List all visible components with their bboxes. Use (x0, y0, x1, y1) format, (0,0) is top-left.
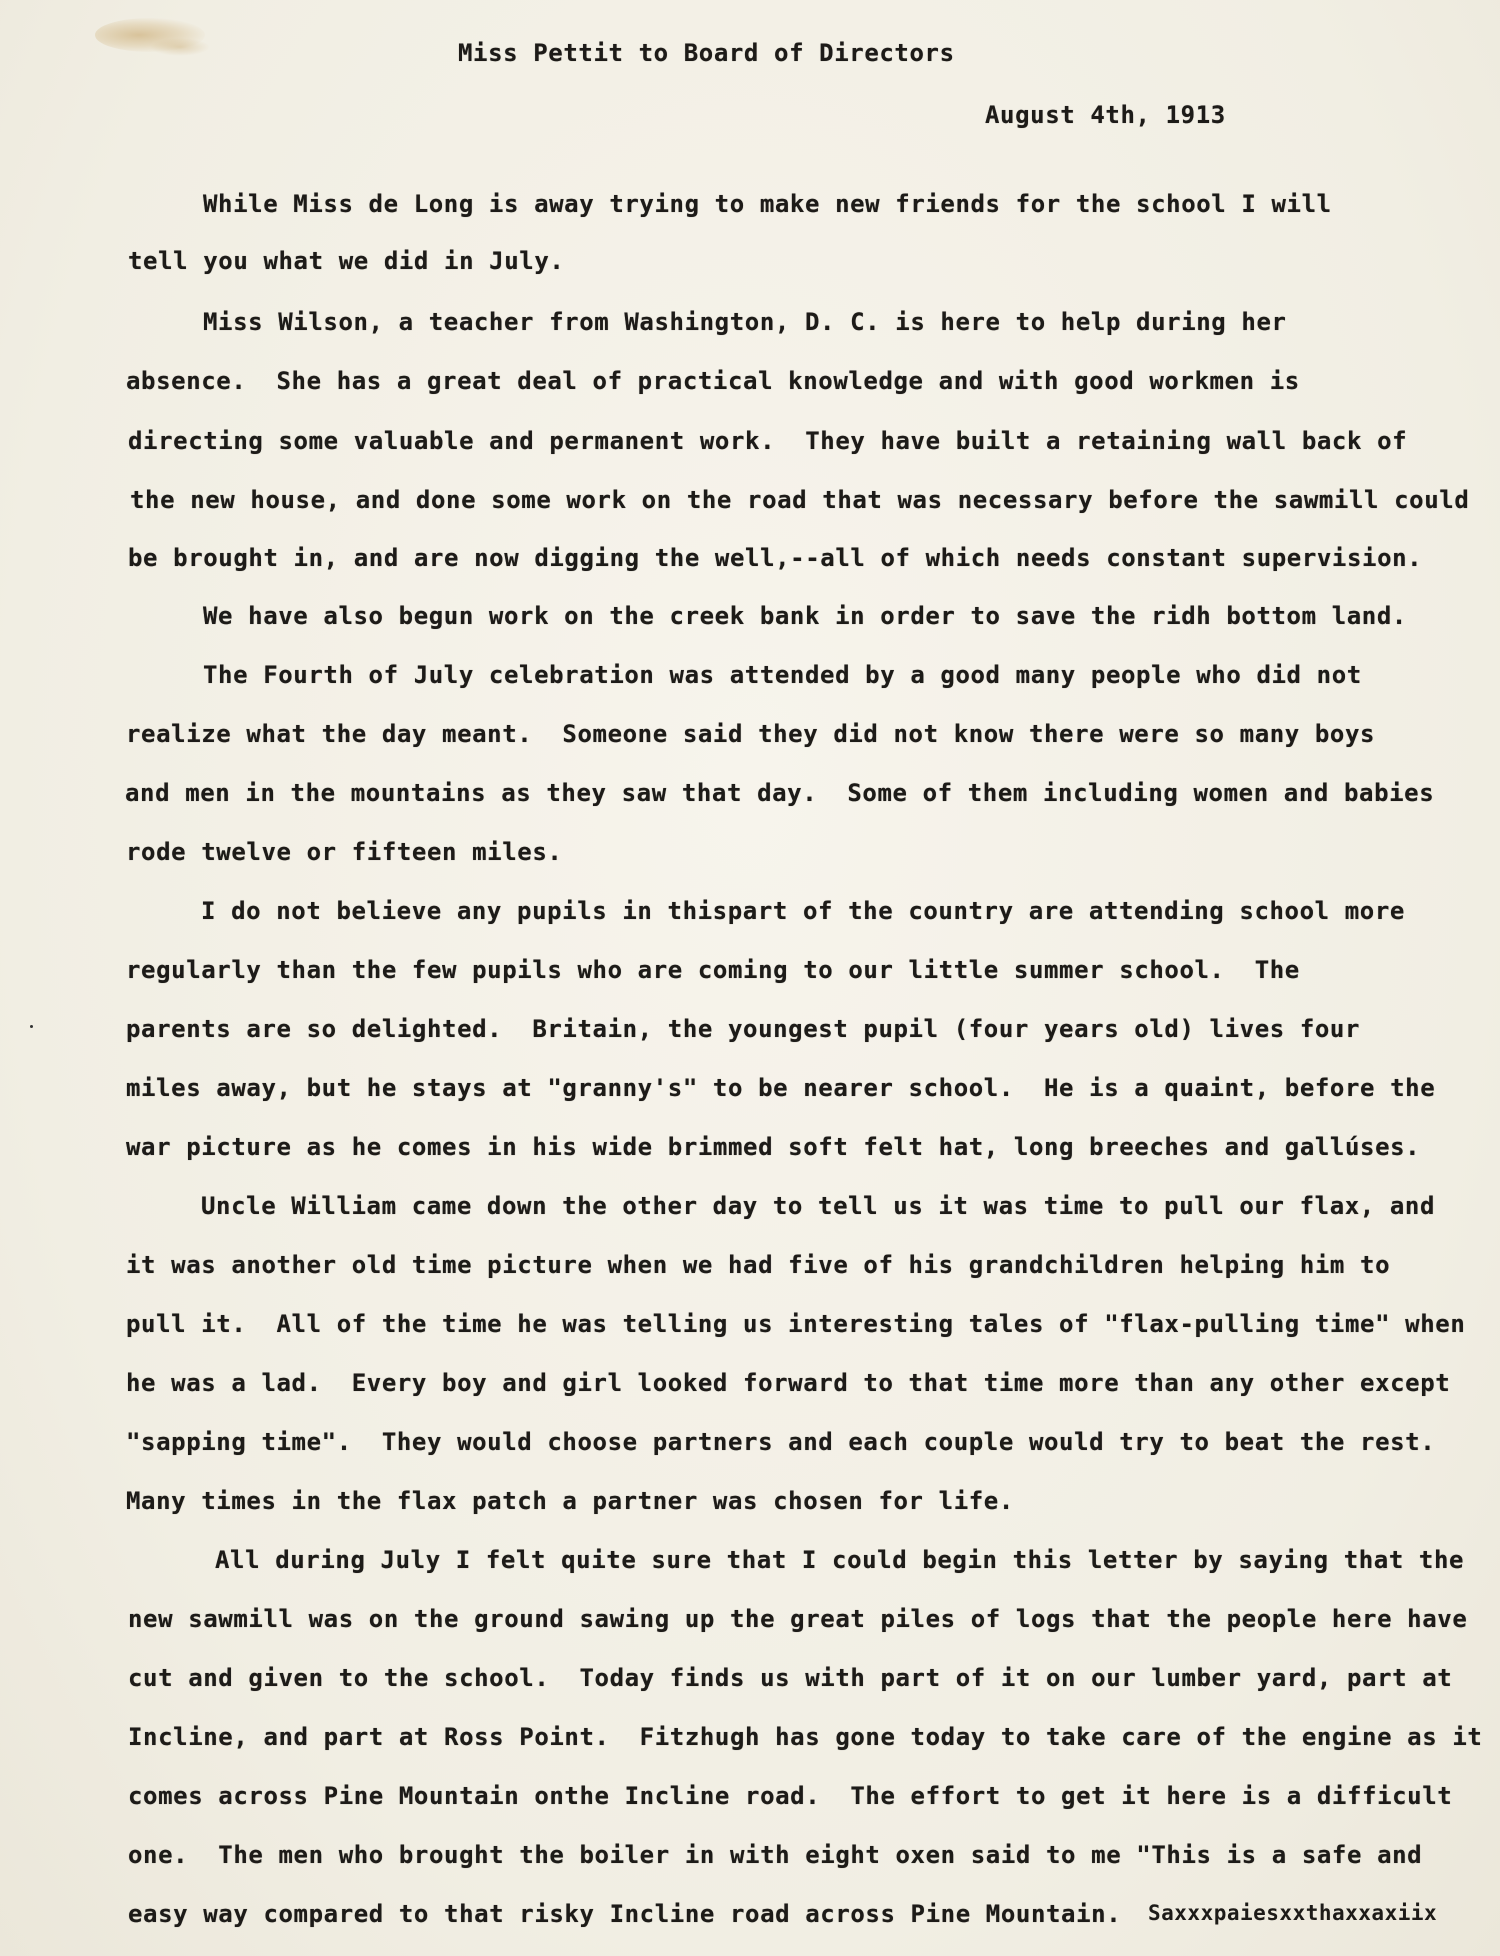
body-line: cut and given to the school. Today finds us with part of it on our lumber yard, part at (128, 1664, 1453, 1692)
paper-speck (30, 1025, 33, 1028)
body-line: tell you what we did in July. (128, 247, 565, 275)
body-line: and men in the mountains as they saw that day. Some of them including women and babies (125, 779, 1435, 807)
body-line: one. The men who brought the boiler in with eight oxen said to me "This is a safe and (128, 1841, 1423, 1869)
body-line: All during July I felt quite sure that I could begin this letter by saying that the (215, 1546, 1465, 1574)
struck-out-text: Saxxxpaiesxxthaxxaxiix (1148, 1901, 1438, 1925)
body-line: While Miss de Long is away trying to make new friends for the school I will (203, 190, 1332, 218)
body-line: comes across Pine Mountain onthe Incline road. The effort to get it here is a difficult (128, 1782, 1453, 1810)
body-line: Incline, and part at Ross Point. Fitzhugh has gone today to take care of the engine as it (128, 1723, 1483, 1751)
body-line: Uncle William came down the other day to tell us it was time to pull our flax, and (201, 1192, 1436, 1220)
body-line: We have also begun work on the creek bank in order to save the ridh bottom land. (203, 602, 1407, 630)
body-line: realize what the day meant. Someone said they did not know there were so many boys (126, 720, 1376, 748)
body-line: Many times in the flax patch a partner was chosen for life. (126, 1487, 1014, 1515)
letter-date: August 4th, 1913 (985, 101, 1226, 129)
body-line: it was another old time picture when we had five of his grandchildren helping him to (126, 1251, 1391, 1279)
paper-stain (150, 38, 210, 56)
body-line: The Fourth of July celebration was attended by a good many people who did not (203, 661, 1362, 689)
letter-title: Miss Pettit to Board of Directors (458, 39, 955, 67)
body-line: miles away, but he stays at "granny's" to be nearer school. He is a quaint, before the (126, 1074, 1436, 1102)
body-line: directing some valuable and permanent work. They have built a retaining wall back of (128, 427, 1408, 455)
body-line: absence. She has a great deal of practical knowledge and with good workmen is (126, 367, 1300, 395)
body-line: rode twelve or fifteen miles. (126, 838, 563, 866)
body-line: parents are so delighted. Britain, the youngest pupil (four years old) lives four (126, 1015, 1361, 1043)
body-line: the new house, and done some work on the road that was necessary before the sawmill could (130, 486, 1470, 514)
body-line: easy way compared to that risky Incline road across Pine Mountain. (128, 1900, 1122, 1928)
body-line: pull it. All of the time he was telling us interesting tales of "flax-pulling time" when (126, 1310, 1466, 1338)
body-line: be brought in, and are now digging the well,--all of which needs constant supervision. (128, 544, 1423, 572)
body-line: he was a lad. Every boy and girl looked forward to that time more than any other except (126, 1369, 1451, 1397)
body-line: Miss Wilson, a teacher from Washington, D. C. is here to help during her (203, 308, 1287, 336)
body-line: new sawmill was on the ground sawing up the great piles of logs that the people here have (128, 1605, 1468, 1633)
body-line: I do not believe any pupils in thispart of the country are attending school more (201, 897, 1405, 925)
body-line: war picture as he comes in his wide brimmed soft felt hat, long breeches and gallúses. (126, 1133, 1421, 1161)
body-line: regularly than the few pupils who are coming to our little summer school. The (126, 956, 1300, 984)
body-line: "sapping time". They would choose partners and each couple would try to beat the rest. (126, 1428, 1436, 1456)
